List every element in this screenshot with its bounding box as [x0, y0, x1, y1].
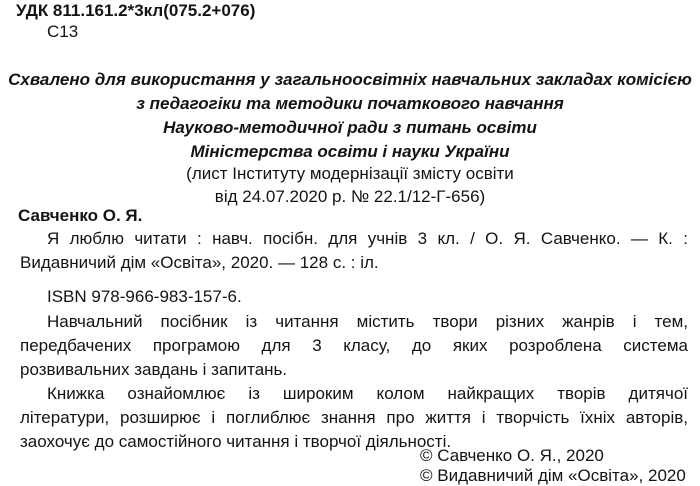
approval-line: Міністерства освіти і науки України: [190, 142, 510, 161]
copyright-line: © Савченко О. Я., 2020: [420, 446, 604, 465]
annotation-line: передбачених програмою для 3 класу, до яких розроблена система: [20, 336, 688, 355]
udk-code: УДК 811.161.2*3кл(075.2+076): [16, 1, 256, 20]
author-heading: Савченко О. Я.: [18, 206, 143, 225]
annotation-line: розвивальних завдань і запитань.: [20, 360, 288, 379]
annotation-line: Книжка ознайомлює із широким колом найкращих творів дитячої: [47, 384, 688, 403]
approval-line: (лист Інституту модернізації змісту освіти: [186, 164, 514, 183]
copyright-line: © Видавничий дім «Освіта», 2020: [420, 466, 686, 485]
annotation-line: літератури, розширює і поглиблює знання про життя і творчість їхніх авторів,: [20, 408, 688, 427]
author-code: С13: [47, 22, 79, 41]
bibliography-line: Я люблю читати : навч. посібн. для учнів 3 кл. / О. Я. Савченко. — К. :: [47, 229, 688, 248]
bibliography-line: Видавничий дім «Освіта», 2020. — 128 с. : іл.: [20, 253, 379, 272]
approval-line: від 24.07.2020 р. № 22.1/12-Г-656): [214, 187, 486, 206]
approval-line: Науково-методичної ради з питань освіти: [163, 118, 537, 137]
annotation-line: заохочує до самостійного читання і творчої діяльності.: [20, 432, 452, 451]
approval-line: з педагогіки та методики початкового навчання: [136, 94, 564, 113]
approval-line: Схвалено для використання у загальноосвітніх навчальних закладах комісією: [8, 70, 692, 89]
annotation-line: Навчальний посібник із читання містить твори різних жанрів і тем,: [47, 312, 688, 331]
isbn: ISBN 978-966-983-157-6.: [47, 287, 242, 306]
